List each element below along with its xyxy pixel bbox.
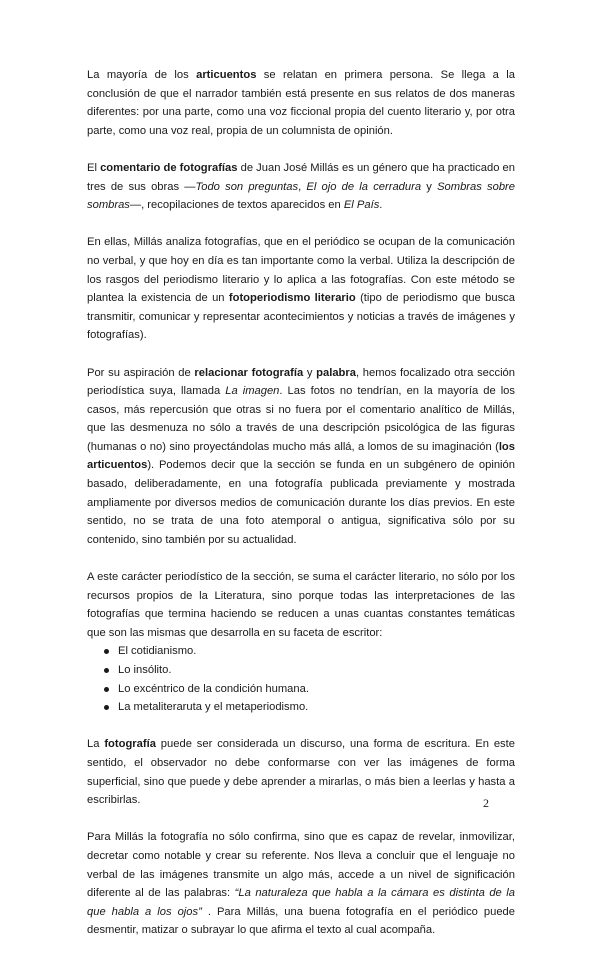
quotation: “La naturaleza que habla a la cámara es distinta de la que habla a los ojos” [87, 887, 515, 918]
bullet-icon [104, 649, 109, 654]
text-run: La [87, 738, 105, 751]
text-run: . Para Millás, una buena fotografía en el periódico puede desmentir, matizar o subrayar lo que afirma el texto al cual acompaña. [87, 905, 515, 937]
book-title: Todo son preguntas [195, 180, 299, 193]
book-title: Sombras sobre sombras [87, 180, 516, 212]
text-run: , hemos focalizado otra sección periodística suya, llamada [87, 366, 515, 398]
list-item [104, 661, 515, 680]
text-run: y [303, 366, 317, 379]
bold-term: palabra [316, 366, 356, 379]
list-item-text: La metaliteraruta y el metaperiodismo. [118, 701, 309, 714]
text-run: (tipo de periodismo que busca transmitir, comunicar y representar acontecimientos y noticias a través de imágenes y fotografías). [87, 292, 515, 342]
paragraph-la-imagen [87, 364, 515, 550]
paragraph-fotoperiodismo [87, 233, 515, 345]
bold-term: comentario de fotografías [100, 161, 238, 174]
bullet-icon [104, 668, 109, 673]
list-item-text: Lo excéntrico de la condición humana. [118, 682, 309, 695]
text-run: A este carácter periodístico de la sección, se suma el carácter literario, no sólo por los recursos propios de la Literatura, sino porque todas las interpretaciones de las fotografías que termina haciendo se reducen a unas cuantas constantes temáticas que son las mismas que desarrolla en su faceta de escritor: [87, 571, 515, 639]
text-run: Por su aspiración de [87, 366, 195, 379]
text-run: . [379, 199, 383, 212]
text-run: ). Podemos decir que la sección se funda en un subgénero de opinión basado, deliberadamente, en una fotografía publicada previamente y mostrada ampliamente por diversos medios de comunicación durante los días previos. En este sentido, no se trata de una foto atemporal o antigua, significativa sólo por su contenido, sino también por su actualidad. [87, 459, 515, 546]
paragraph-caracter-literario [87, 568, 515, 642]
text-run: . Las fotos no tendrían, en la mayoría de los casos, más repercusión que otras si no fuera por el comentario analítico de Millás, que las desmenuza no sólo a través de una descripción psicológica de las figuras (humanas o no) sino proyectándolas mucho más allá, a lomos de su imaginación ( [87, 385, 516, 453]
list-item-text: Lo insólito. [118, 664, 172, 676]
bold-term: fotografía [104, 738, 156, 751]
paragraph-millas-fotografia [87, 828, 515, 940]
bullet-icon [104, 687, 109, 692]
list-item [104, 642, 515, 661]
bullet-icon [104, 705, 109, 710]
body-text [87, 66, 515, 959]
section-title: La imagen [225, 385, 280, 398]
paragraph-comentario [87, 159, 515, 215]
list-item [104, 698, 515, 717]
text-run: El [87, 161, 101, 174]
bold-term: los articuentos [87, 440, 515, 472]
text-run: puede ser considerada un discurso, una forma de escritura. En este sentido, el observador no debe conformarse con ver las imágenes de forma superficial, sino que puede y debe aprender a mirarlas, o más bien a leerlas y hasta a escribirlas. [87, 738, 515, 807]
book-title: El ojo de la cerradura [306, 180, 422, 193]
list-item [104, 680, 515, 699]
page-number: 2 [483, 796, 489, 810]
themes-list [87, 642, 515, 716]
paragraph-articuentos [87, 66, 515, 140]
text-run: En ellas, Millás analiza fotografías, que en el periódico se ocupan de la comunicación no verbal, y que hoy en día es tan importante como la verbal. Utiliza la descripción de los rasgos del periodismo literario y lo aplica a las fotografías. Con este método se plantea la existencia de un [87, 236, 515, 305]
bold-term: fotoperiodismo literario [228, 292, 356, 305]
text-run: —, recopilaciones de textos aparecidos en [129, 199, 344, 212]
bold-term: relacionar fotografía [194, 366, 304, 379]
text-run: se relatan en primera persona. Se llega a la conclusión de que el narrador también está presente en sus relatos de dos maneras diferentes: por una parte, como una voz ficcional propia del cuento literario y, por otra parte, como una voz real, propia de un columnista de opinión. [87, 69, 515, 137]
list-item-text: El cotidianismo. [118, 645, 197, 658]
newspaper-title: El País [343, 199, 380, 212]
bold-term: articuentos [196, 69, 257, 81]
text-run: Para Millás la fotografía no sólo confirma, sino que es capaz de revelar, inmovilizar, decretar como notable y crear su referente. Nos lleva a concluir que el lenguaje no verbal de las imágenes transmite un algo más, accede a un nivel de significación diferente al de las palabras: [87, 831, 515, 900]
text-run: de Juan José Millás es un género que ha practicado en tres de sus obras — [87, 161, 515, 193]
paragraph-fotografia-discurso [87, 735, 515, 809]
text-run: , [298, 180, 307, 193]
text-run: y [421, 180, 438, 193]
text-run: La mayoría de los [87, 69, 197, 81]
